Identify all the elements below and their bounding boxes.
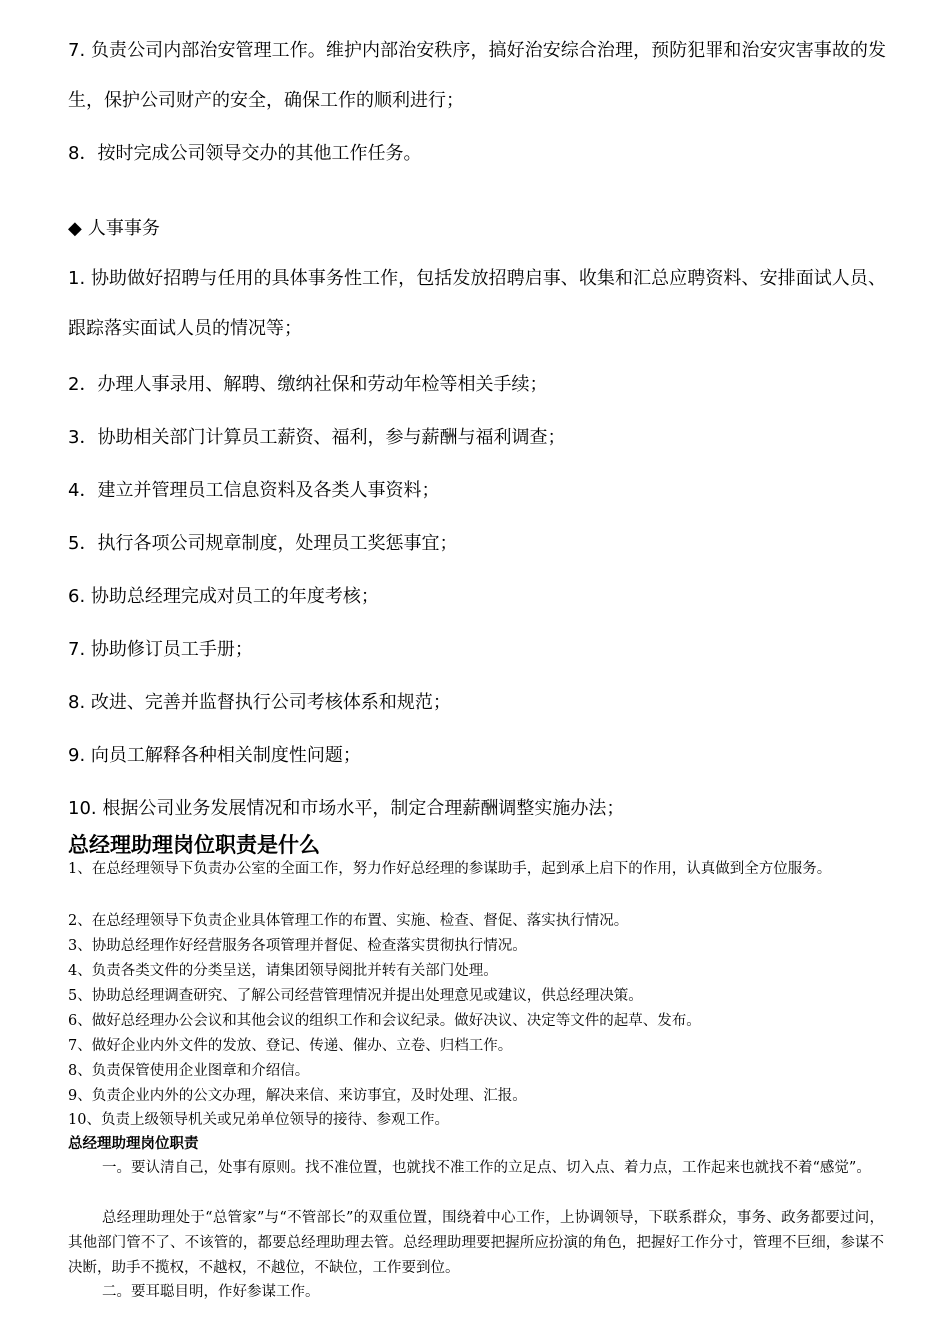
assistant-paragraph-1: 一。要认清自己，处事有原则。找不准位置，也就找不准工作的立足点、切入点、着力点，工作起来也就找不着“感觉”。 xyxy=(102,1160,871,1176)
assistant-item-4: 4、负责各类文件的分类呈送，请集团领导阅批并转有关部门处理。 xyxy=(68,963,498,979)
assistant-item-1: 1、在总经理领导下负责办公室的全面工作，努力作好总经理的参谋助手，起到承上启下的作用，认真做到全方位服务。 xyxy=(68,861,832,877)
diamond-bullet-icon: ◆ xyxy=(68,218,82,239)
personnel-item-6: 6. 协助总经理完成对员工的年度考核； xyxy=(68,586,379,607)
assistant-item-5: 5、协助总经理调查研究、了解公司经营管理情况并提出处理意见或建议，供总经理决策。 xyxy=(68,988,643,1004)
section-heading-label: 人事事务 xyxy=(87,218,160,239)
assistant-item-8: 8、负责保管使用企业图章和介绍信。 xyxy=(68,1063,310,1079)
assistant-paragraph-3: 二。要耳聪目明，作好参谋工作。 xyxy=(102,1284,320,1300)
assistant-item-7: 7、做好企业内外文件的发放、登记、传递、催办、立卷、归档工作。 xyxy=(68,1038,513,1054)
personnel-item-2: 2．办理人事录用、解聘、缴纳社保和劳动年检等相关手续； xyxy=(68,374,548,395)
assistant-item-3: 3、协助总经理作好经营服务各项管理并督促、检查落实贯彻执行情况。 xyxy=(68,938,527,954)
personnel-item-4: 4．建立并管理员工信息资料及各类人事资料； xyxy=(68,480,440,501)
personnel-item-5: 5．执行各项公司规章制度，处理员工奖惩事宜； xyxy=(68,533,458,554)
assistant-item-9: 9、负责企业内外的公文办理，解决来信、来访事宜，及时处理、汇报。 xyxy=(68,1088,527,1104)
assistant-item-6: 6、做好总经理办公会议和其他会议的组织工作和会议纪录。做好决议、决定等文件的起草、发布。 xyxy=(68,1013,701,1029)
duty-item-7: 7. 负责公司内部治安管理工作。维护内部治安秩序，搞好治安综合治理，预防犯罪和治安灾害事故的发生，保护公司财产的安全，确保工作的顺利进行； xyxy=(68,40,886,111)
assistant-item-2: 2、在总经理领导下负责企业具体管理工作的布置、实施、检查、督促、落实执行情况。 xyxy=(68,913,629,929)
assistant-title: 总经理助理岗位职责是什么 xyxy=(68,833,320,857)
section-heading-personnel xyxy=(68,214,888,240)
duty-item-8: 8．按时完成公司领导交办的其他工作任务。 xyxy=(68,143,422,164)
personnel-item-10: 10. 根据公司业务发展情况和市场水平，制定合理薪酬调整实施办法； xyxy=(68,798,625,819)
personnel-item-8: 8. 改进、完善并监督执行公司考核体系和规范； xyxy=(68,692,451,713)
assistant-item-10: 10、负责上级领导机关或兄弟单位领导的接待、参观工作。 xyxy=(68,1112,449,1128)
personnel-item-7: 7. 协助修订员工手册； xyxy=(68,639,253,660)
assistant-subtitle: 总经理助理岗位职责 xyxy=(68,1136,199,1152)
assistant-paragraph-2: 总经理助理处于“总管家”与“不管部长”的双重位置，围绕着中心工作，上协调领导，下联系群众，事务、政务都要过问，其他部门管不了、不该管的，都要总经理助理去管。总经理助理要把握所应扮演的角色，把握好工作分寸，管理不巨细，参谋不决断，助手不揽权，不越权，不越位，不缺位，工作要到位。 xyxy=(68,1210,884,1276)
personnel-item-3: 3．协助相关部门计算员工薪资、福利，参与薪酬与福利调查； xyxy=(68,427,566,448)
personnel-item-1: 1. 协助做好招聘与任用的具体事务性工作，包括发放招聘启事、收集和汇总应聘资料、安排面试人员、跟踪落实面试人员的情况等； xyxy=(68,268,886,339)
personnel-item-9: 9. 向员工解释各种相关制度性问题； xyxy=(68,745,361,766)
